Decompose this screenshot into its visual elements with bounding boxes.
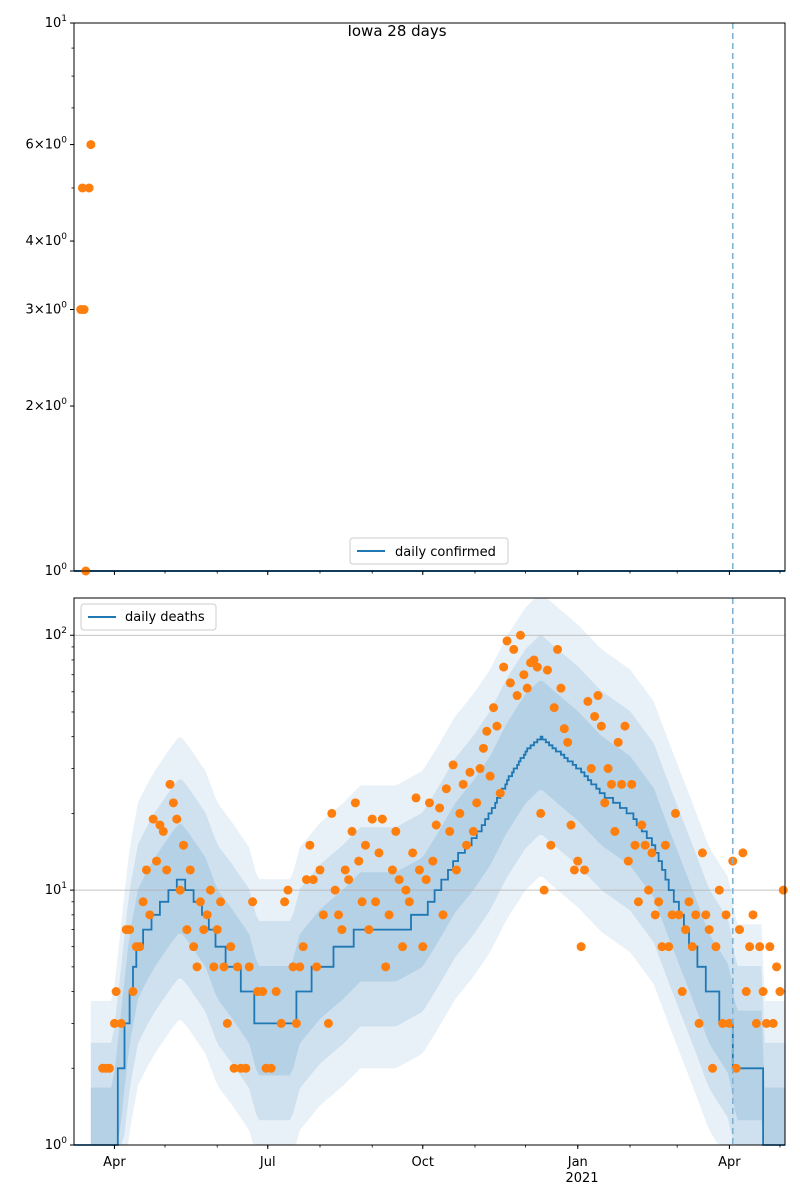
death-point (499, 663, 508, 672)
top-y-tick-label: $6\times 10^0$ (25, 135, 67, 153)
death-point (519, 670, 528, 679)
bottom-plot-area (74, 598, 788, 1145)
death-point (351, 798, 360, 807)
death-point (631, 841, 640, 850)
death-point (779, 886, 788, 895)
top-legend (350, 538, 508, 564)
death-point (711, 942, 720, 951)
death-point (149, 815, 158, 824)
death-point (583, 697, 592, 706)
bottom-x-tick-label: Apr (718, 1155, 741, 1170)
death-point (142, 865, 151, 874)
bottom-x-axis (103, 1145, 780, 1170)
death-point (159, 827, 168, 836)
death-point (688, 942, 697, 951)
top-panel (26, 14, 785, 579)
death-point (241, 1064, 250, 1073)
death-point (354, 857, 363, 866)
death-point (203, 910, 212, 919)
death-point (381, 962, 390, 971)
death-point (368, 815, 377, 824)
death-point (775, 987, 784, 996)
death-point (691, 910, 700, 919)
death-point (738, 848, 747, 857)
death-point (442, 784, 451, 793)
death-point (624, 857, 633, 866)
death-point (637, 821, 646, 830)
top-chart-title: Iowa 28 days (347, 22, 447, 40)
death-point (378, 815, 387, 824)
bottom-panel (45, 598, 788, 1186)
death-point (327, 809, 336, 818)
death-point (513, 691, 522, 700)
death-point (600, 798, 609, 807)
death-point (196, 897, 205, 906)
bottom-legend (81, 604, 216, 630)
death-point (176, 886, 185, 895)
death-point (593, 691, 602, 700)
death-point (422, 875, 431, 884)
death-point (452, 865, 461, 874)
death-point (248, 897, 257, 906)
death-point (299, 942, 308, 951)
death-point (388, 865, 397, 874)
death-point (573, 857, 582, 866)
death-point (745, 942, 754, 951)
death-point (283, 886, 292, 895)
death-point (509, 645, 518, 654)
death-point (553, 645, 562, 654)
death-point (405, 897, 414, 906)
death-point (695, 1019, 704, 1028)
death-point (627, 780, 636, 789)
top-axes-frame (74, 23, 785, 571)
death-point (772, 962, 781, 971)
top-legend-label: daily confirmed (395, 545, 496, 560)
death-point (705, 925, 714, 934)
death-point (438, 910, 447, 919)
death-point (671, 809, 680, 818)
death-point (661, 841, 670, 850)
top-y-tick-label: $3\times 10^0$ (25, 300, 67, 318)
death-point (280, 897, 289, 906)
death-point (105, 1064, 114, 1073)
death-point (492, 722, 501, 731)
death-point (641, 841, 650, 850)
death-point (245, 962, 254, 971)
death-point (664, 942, 673, 951)
death-point (371, 897, 380, 906)
death-point (674, 910, 683, 919)
death-point (117, 1019, 126, 1028)
death-point (577, 942, 586, 951)
top-y-axis (26, 14, 780, 579)
death-point (634, 897, 643, 906)
death-point (223, 1019, 232, 1028)
death-point (395, 875, 404, 884)
death-point (503, 636, 512, 645)
death-point (556, 684, 565, 693)
death-point (226, 942, 235, 951)
death-point (179, 841, 188, 850)
death-point (701, 910, 710, 919)
death-point (277, 1019, 286, 1028)
death-point (610, 827, 619, 836)
death-point (295, 962, 304, 971)
death-point (489, 703, 498, 712)
death-point (312, 962, 321, 971)
death-point (267, 1064, 276, 1073)
bottom-y-tick-label: $10^1$ (44, 881, 67, 899)
death-point (516, 631, 525, 640)
death-point (715, 886, 724, 895)
death-point (708, 1064, 717, 1073)
death-point (428, 857, 437, 866)
death-point (678, 987, 687, 996)
death-point (401, 886, 410, 895)
death-point (607, 780, 616, 789)
death-point (459, 780, 468, 789)
death-point (540, 886, 549, 895)
death-point (412, 793, 421, 802)
death-point (614, 738, 623, 747)
confirmed-point (85, 183, 94, 192)
death-point (305, 841, 314, 850)
death-point (199, 925, 208, 934)
bottom-x-tick-label: Apr (103, 1155, 126, 1170)
death-point (681, 925, 690, 934)
death-point (391, 827, 400, 836)
top-y-tick-label: $4\times 10^0$ (25, 232, 67, 250)
death-point (358, 897, 367, 906)
death-point (563, 738, 572, 747)
death-point (654, 897, 663, 906)
death-point (722, 910, 731, 919)
death-point (385, 910, 394, 919)
death-point (233, 962, 242, 971)
death-point (465, 768, 474, 777)
death-point (506, 678, 515, 687)
death-point (162, 865, 171, 874)
death-point (258, 987, 267, 996)
bottom-legend-label: daily deaths (125, 610, 205, 625)
death-point (112, 987, 121, 996)
death-point (418, 942, 427, 951)
death-point (186, 865, 195, 874)
death-point (617, 780, 626, 789)
death-point (543, 666, 552, 675)
death-point (169, 798, 178, 807)
death-point (135, 942, 144, 951)
death-point (533, 663, 542, 672)
death-point (398, 942, 407, 951)
death-point (449, 760, 458, 769)
death-point (604, 764, 613, 773)
death-point (590, 712, 599, 721)
death-point (560, 724, 569, 733)
death-point (472, 798, 481, 807)
death-point (597, 722, 606, 731)
death-point (536, 809, 545, 818)
death-point (192, 962, 201, 971)
confirmed-point (86, 140, 95, 149)
top-y-tick-label: $10^1$ (44, 14, 67, 31)
death-point (337, 925, 346, 934)
top-y-tick-label: $10^0$ (44, 562, 67, 579)
death-point (684, 897, 693, 906)
death-point (523, 684, 532, 693)
death-point (455, 809, 464, 818)
death-point (319, 910, 328, 919)
bottom-x-tick-label: Jan (567, 1155, 588, 1170)
death-point (315, 865, 324, 874)
death-point (219, 962, 228, 971)
death-point (476, 764, 485, 773)
death-point (139, 897, 148, 906)
bottom-y-axis (45, 626, 74, 1153)
death-point (415, 865, 424, 874)
death-point (292, 1019, 301, 1028)
death-point (462, 841, 471, 850)
bottom-x-tick-label: Oct (411, 1155, 435, 1170)
death-point (752, 1019, 761, 1028)
death-point (570, 865, 579, 874)
death-point (482, 727, 491, 736)
bottom-y-tick-label: $10^2$ (44, 626, 67, 644)
top-y-tick-label: $2\times 10^0$ (25, 397, 67, 415)
death-point (364, 925, 373, 934)
x-year-label: 2021 (565, 1171, 599, 1186)
death-point (546, 841, 555, 850)
death-point (309, 875, 318, 884)
death-point (755, 942, 764, 951)
death-point (152, 857, 161, 866)
death-point (435, 803, 444, 812)
death-point (347, 827, 356, 836)
death-point (567, 821, 576, 830)
bottom-y-tick-label: $10^0$ (44, 1136, 67, 1153)
death-point (344, 875, 353, 884)
death-point (341, 865, 350, 874)
death-point (550, 703, 559, 712)
death-point (182, 925, 191, 934)
bottom-x-tick-label: Jul (259, 1155, 276, 1170)
death-point (432, 821, 441, 830)
confirmed-point (80, 305, 89, 314)
death-point (587, 764, 596, 773)
death-point (651, 910, 660, 919)
death-point (206, 886, 215, 895)
death-point (742, 987, 751, 996)
death-point (374, 848, 383, 857)
death-point (735, 925, 744, 934)
death-point (425, 798, 434, 807)
death-point (189, 942, 198, 951)
death-point (324, 1019, 333, 1028)
death-point (748, 910, 757, 919)
death-point (331, 886, 340, 895)
death-point (361, 841, 370, 850)
death-point (698, 848, 707, 857)
death-point (128, 987, 137, 996)
death-point (334, 910, 343, 919)
death-point (644, 886, 653, 895)
death-point (486, 772, 495, 781)
death-point (765, 942, 774, 951)
top-plot-area (74, 23, 785, 576)
death-point (496, 789, 505, 798)
death-point (166, 780, 175, 789)
death-point (759, 987, 768, 996)
death-point (469, 827, 478, 836)
death-point (620, 722, 629, 731)
death-point (580, 865, 589, 874)
death-point (769, 1019, 778, 1028)
death-point (408, 848, 417, 857)
death-point (445, 827, 454, 836)
death-point (216, 897, 225, 906)
death-point (145, 910, 154, 919)
death-point (213, 925, 222, 934)
death-point (209, 962, 218, 971)
death-point (272, 987, 281, 996)
death-point (125, 925, 134, 934)
death-point (479, 744, 488, 753)
death-point (172, 815, 181, 824)
death-point (647, 848, 656, 857)
